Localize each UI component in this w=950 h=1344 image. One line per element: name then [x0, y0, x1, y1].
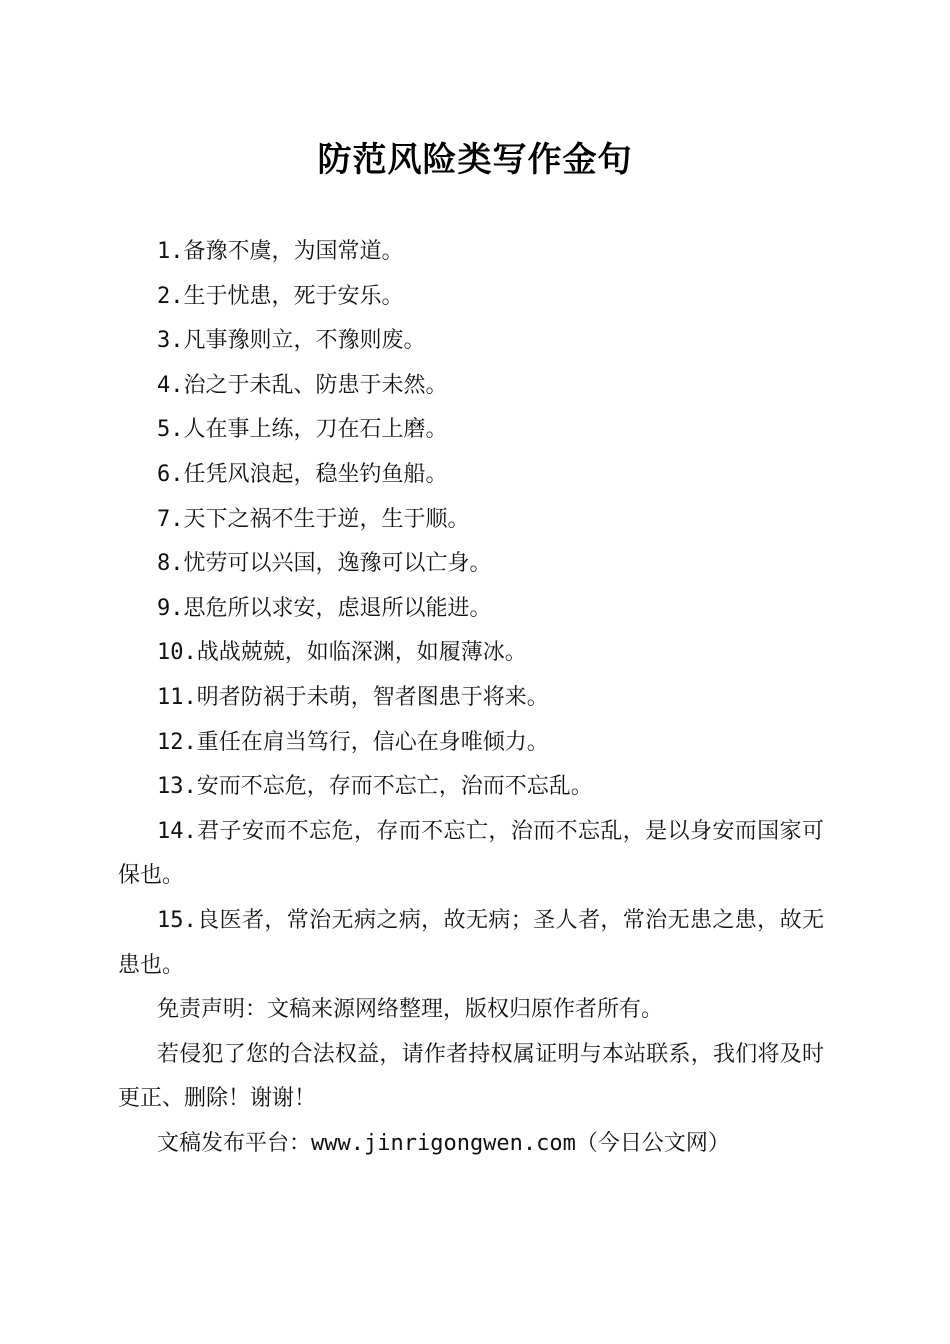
list-item: 3.凡事豫则立，不豫则废。 — [157, 328, 426, 354]
list-item: 15.良医者，常治无病之病，故无病；圣人者，常治无患之患，故无患也。 — [118, 907, 824, 978]
list-item: 1.备豫不虞，为国常道。 — [157, 239, 404, 264]
list-item: 13.安而不忘危，存而不忘亡，治而不忘乱。 — [157, 774, 593, 800]
disclaimer-text: 免责声明：文稿来源网络整理，版权归原作者所有。 — [157, 997, 664, 1023]
copyright-notice: 若侵犯了您的合法权益，请作者持权属证明与本站联系，我们将及时更正、删除！谢谢！ — [118, 1041, 824, 1112]
list-item: 11.明者防祸于未萌，智者图患于将来。 — [157, 684, 549, 710]
list-item: 12.重任在肩当笃行，信心在身唯倾力。 — [157, 729, 549, 755]
list-item: 8.忧劳可以兴国，逸豫可以亡身。 — [157, 551, 492, 577]
list-item: 5.人在事上练，刀在石上磨。 — [157, 417, 448, 443]
list-item: 9.思危所以求安，虑退所以能进。 — [157, 595, 492, 621]
list-item: 2.生于忧患，死于安乐。 — [157, 283, 404, 309]
list-item: 7.天下之祸不生于逆，生于顺。 — [157, 506, 470, 532]
list-item: 6.任凭风浪起，稳坐钓鱼船。 — [157, 461, 448, 487]
list-item: 14.君子安而不忘危，存而不忘亡，治而不忘乱，是以身安而国家可保也。 — [118, 818, 824, 889]
publishing-platform: 文稿发布平台：www.jinrigongwen.com（今日公文网） — [157, 1130, 730, 1156]
document-body — [118, 230, 824, 1166]
list-item: 4.治之于未乱、防患于未然。 — [157, 372, 448, 398]
document-title: 防范风险类写作金句 — [317, 140, 633, 180]
list-item: 10.战战兢兢，如临深渊，如履薄冰。 — [157, 640, 527, 666]
